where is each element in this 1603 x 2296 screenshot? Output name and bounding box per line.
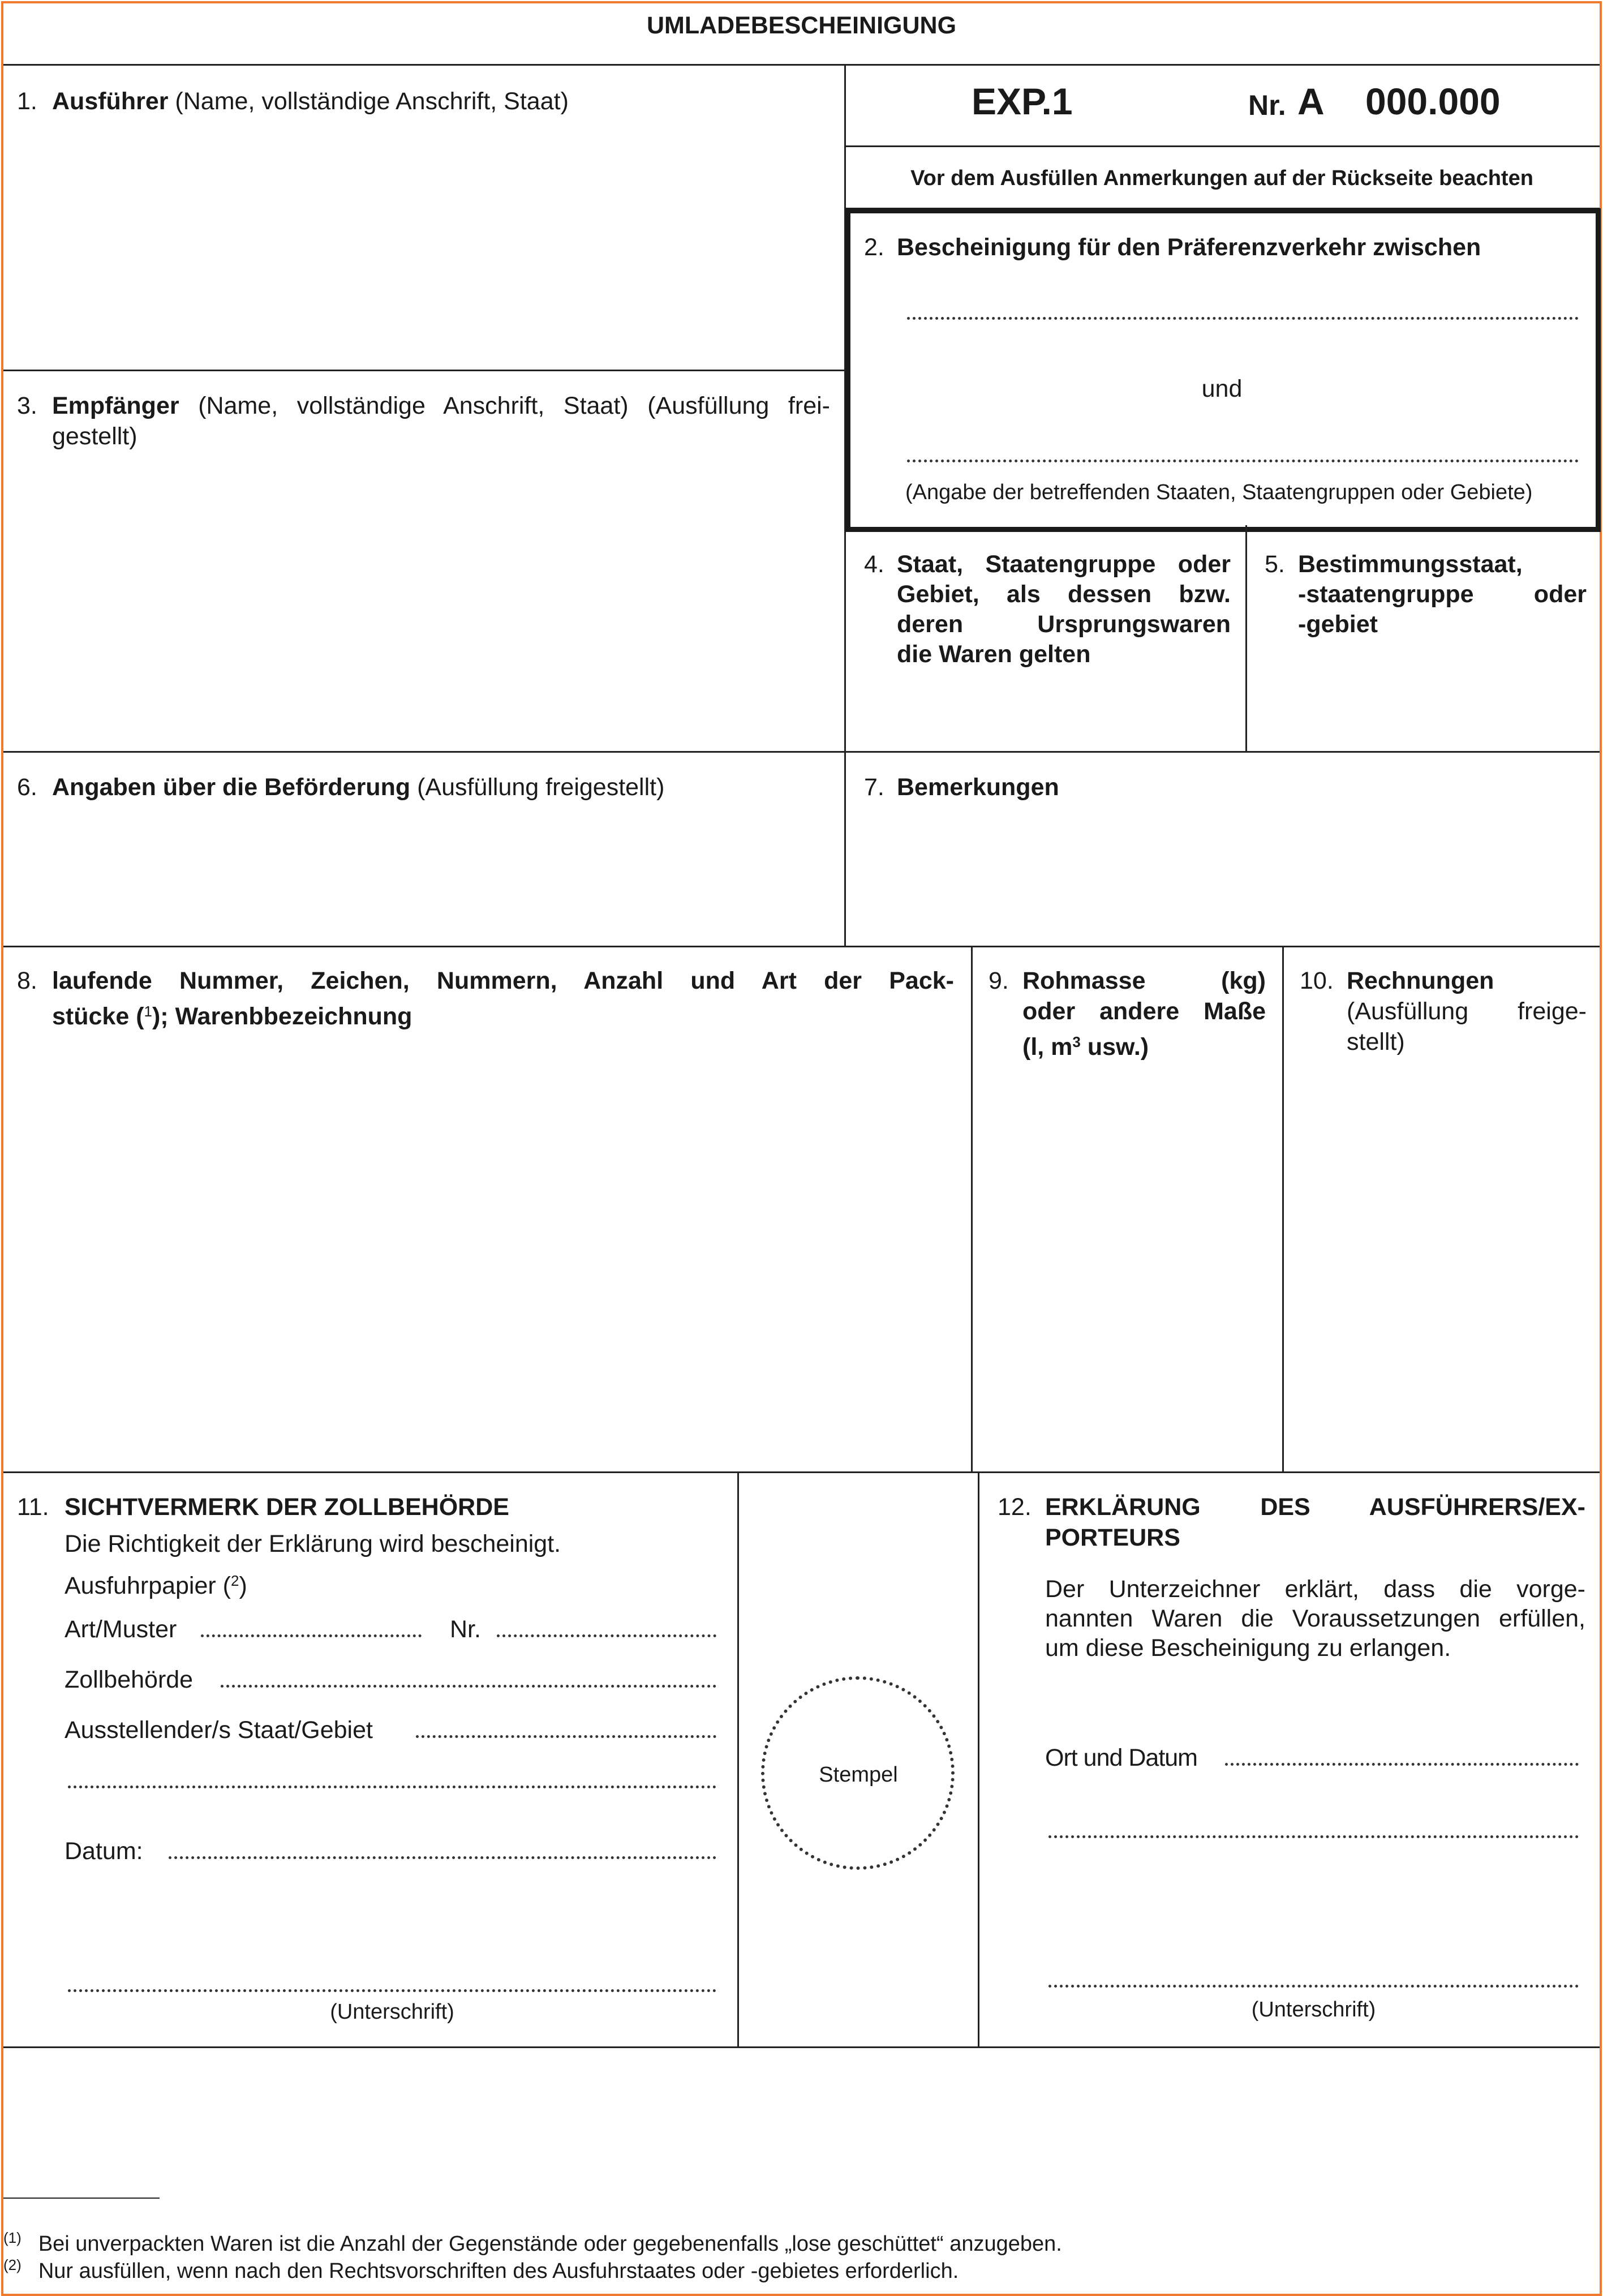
rule [3,370,845,371]
box8-label-a: stücke ( [52,1003,144,1030]
box1-title: Ausführer [52,88,169,115]
zollbehoerde-field[interactable] [221,1685,716,1688]
box12-text: um diese Bescheinigung zu erlangen. [1045,1634,1451,1662]
box11-export-doc-b: ) [239,1572,247,1599]
rule [1282,946,1284,1472]
ort-datum-field-line2[interactable] [1048,1835,1579,1838]
form-title: UMLADEBESCHEINIGUNG [646,12,957,39]
box6-hint: (Ausfüllung freigestellt) [417,774,665,801]
datum-field[interactable] [169,1856,716,1859]
box9-line [1022,1027,1149,1062]
footnote-ref-2: 2 [231,1572,239,1589]
customs-signature-field[interactable] [68,1989,716,1992]
gross-mass-field[interactable] [979,1064,1276,1466]
box9-unit-b: usw.) [1080,1033,1149,1061]
box2-label: Bescheinigung für den Präferenzverkehr zwischen [897,234,1481,261]
box6-label [52,772,664,802]
box5-number: 5. [1265,551,1285,578]
box2-country-b-field[interactable] [907,460,1579,462]
art-muster-field[interactable] [201,1634,422,1637]
box4-line: Gebiet, als dessen bzw. [897,581,1231,608]
rule [3,1471,1600,1473]
box8-label: laufende Nummer, Zeichen, Nummern, Anzahl und Art der Pack- [52,967,954,994]
ort-datum-label: Ort und Datum [1045,1744,1197,1771]
box9-unit-sup: 3 [1072,1033,1081,1050]
box10-number: 10. [1300,967,1334,994]
box11-export-doc [65,1565,247,1601]
box3-hint-cont: gestellt) [52,423,137,450]
consignee-field[interactable] [11,458,837,744]
box12-number: 12. [998,1494,1032,1521]
box12-text: nannten Waren die Voraussetzungen erfüllen, [1045,1605,1585,1632]
box12-text: Der Unterzeichner erklärt, dass die vorge- [1045,1576,1585,1603]
footnote-2-text: Nur ausfüllen, wenn nach den Rechtsvorschriften des Ausfuhrstaates oder -gebietes erforderlich. [38,2259,959,2283]
footnote-mark-1-num: 1 [8,2229,17,2246]
footnote-mark-2: (2) [3,2256,22,2273]
footnote-mark-1: (1) [3,2229,22,2246]
footnote-mark-2-num: 2 [8,2256,17,2273]
exporter-signature-field[interactable] [1048,1985,1579,1988]
origin-field[interactable] [854,673,1239,747]
zollbehoerde-label: Zollbehörde [65,1666,194,1693]
box2-number: 2. [864,234,884,261]
box1-hint: (Name, vollständige Anschrift, Staat) [175,88,569,115]
box8-label-b: ); Warenbbezeichnung [152,1003,412,1030]
form-nr-label: Nr. [1248,89,1286,121]
box2-und: und [1201,375,1243,402]
rule [1245,525,1247,752]
box11-export-doc-a: Ausfuhrpapier ( [65,1572,231,1599]
box6-title: Angaben über die Beförderung [52,774,411,801]
box9-number: 9. [989,967,1009,994]
form-series: A [1297,80,1325,122]
box3-hint: (Name, vollständige Anschrift, Staat) (Ausfüllung frei- [198,392,830,419]
nr-label: Nr. [450,1616,481,1643]
box11-label: SICHTVERMERK DER ZOLLBEHÖRDE [65,1494,509,1521]
goods-description-field[interactable] [11,1036,962,1466]
box3-number: 3. [17,392,37,419]
box12-label-cont: PORTEURS [1045,1524,1180,1551]
box1-label [52,86,569,117]
box2-note: (Angabe der betreffenden Staaten, Staatengruppen oder Gebiete) [905,480,1533,504]
transport-field[interactable] [11,809,837,939]
box3-label [52,390,830,421]
form-code: EXP.1 [972,80,1073,122]
customs-signature-label: (Unterschrift) [330,2000,454,2024]
box5-line: -staatengruppe oder [1298,581,1587,608]
nr-field[interactable] [497,1634,716,1637]
rule [3,64,1600,66]
rule [3,946,1600,947]
box9-unit-a: (l, m [1022,1033,1073,1061]
art-muster-label: Art/Muster [65,1616,177,1643]
box9-line: oder andere Maße [1022,998,1266,1025]
footnote-1-text: Bei unverpackten Waren ist die Anzahl der Gegenstände oder gegebenenfalls „lose geschüttet“ anzugeben. [38,2232,1062,2256]
box7-number: 7. [864,774,884,801]
form-number: 000.000 [1365,80,1501,122]
box9-line: Rohmasse (kg) [1022,967,1266,994]
box4-line: Staat, Staatengruppe oder [897,551,1231,578]
box10-hint-cont: stellt) [1347,1028,1405,1055]
box11-text: Die Richtigkeit der Erklärung wird bescheinigt. [65,1530,561,1557]
issuing-state-field[interactable] [416,1735,716,1738]
footnote-2 [3,2250,959,2286]
exporter-field[interactable] [11,122,837,365]
rule [971,946,973,1472]
box8-number: 8. [17,967,37,994]
rule [844,145,1600,147]
box4-line: deren Ursprungswaren [897,611,1231,638]
box3-title: Empfänger [52,392,179,419]
issuing-state-field-line2[interactable] [68,1786,716,1788]
box12-label: ERKLÄRUNG DES AUSFÜHRERS/EX- [1045,1494,1585,1521]
form-note: Vor dem Ausfüllen Anmerkungen auf der Rückseite beachten [910,166,1533,190]
destination-field[interactable] [1256,645,1590,747]
box4-line: die Waren gelten [897,641,1091,668]
footnote-separator [3,2198,160,2199]
box2-country-a-field[interactable] [907,317,1579,320]
invoices-field[interactable] [1290,1064,1590,1466]
box10-label: Rechnungen [1347,967,1494,994]
box1-number: 1. [17,88,37,115]
remarks-field[interactable] [854,809,1590,939]
box5-line: -gebiet [1298,611,1378,638]
datum-label: Datum: [65,1838,143,1865]
box4-number: 4. [864,551,884,578]
exporter-signature-label: (Unterschrift) [1251,1998,1376,2022]
rule [3,751,1600,753]
box5-line: Bestimmungsstaat, [1298,551,1523,578]
box8-label-cont [52,996,412,1032]
stamp-label: Stempel [819,1763,898,1787]
box6-number: 6. [17,774,37,801]
rule [3,2046,1600,2048]
box11-number: 11. [17,1494,49,1521]
box7-label: Bemerkungen [897,774,1059,801]
footnote-ref-1: 1 [144,1003,152,1020]
ort-datum-field[interactable] [1225,1763,1579,1766]
issuing-state-label: Ausstellender/s Staat/Gebiet [65,1716,373,1744]
box10-hint: (Ausfüllung freige- [1347,998,1587,1025]
